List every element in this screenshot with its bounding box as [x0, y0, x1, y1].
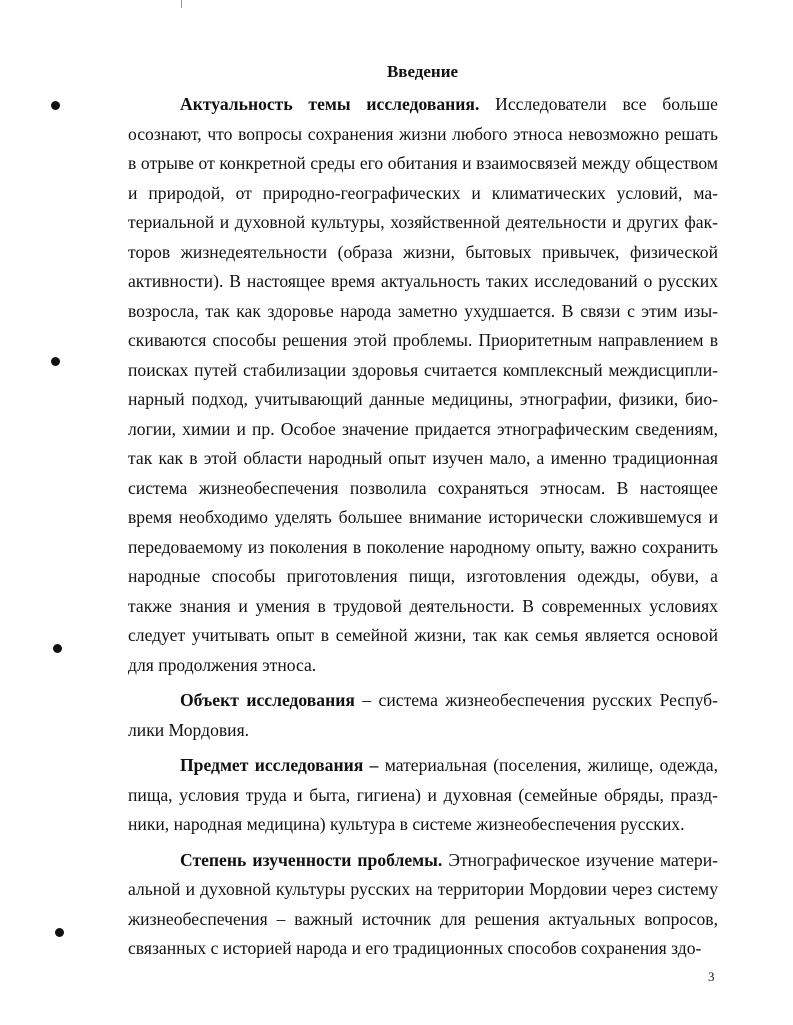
- scan-mark: [181, 0, 182, 8]
- page-title: Введение: [386, 62, 459, 81]
- paragraph-subject: [128, 751, 718, 840]
- paragraph-study-degree: [128, 846, 718, 964]
- page-number: 3: [708, 969, 715, 984]
- paragraph-text: материальная (поселения, жилище, одежда, пища, условия труда и быта, гигиена) и духовная (семейные обряды, праздники, народная медицина) культура в системе жизнеобеспечения русских.: [128, 755, 718, 834]
- punch-hole-mark: [51, 101, 60, 110]
- paragraph-relevance: [128, 90, 718, 680]
- paragraph-lead: Степень изученности проблемы.: [180, 849, 443, 870]
- paragraph-text: – система жизнеобеспечения русских Республики Мордовия.: [128, 690, 718, 740]
- paragraph-lead: Объект исследования: [180, 690, 355, 710]
- document-body: [128, 90, 718, 964]
- paragraph-lead: Актуальность темы исследования.: [180, 94, 480, 114]
- paragraph-text: Этнографическое изучение материальной и духовной культуры русских на территории Мордовии через систему жизнеобеспечения – важный источник для решения актуальных вопросов, связанных с историей народа и его традиционных способов сохранения здо-: [128, 849, 718, 958]
- paragraph-lead: Предмет исследования –: [180, 755, 379, 775]
- paragraph-object: [128, 686, 718, 745]
- punch-hole-mark: [51, 357, 60, 366]
- punch-hole-mark: [55, 928, 64, 937]
- paragraph-text: Исследователи все больше осознают, что вопросы сохранения жизни любого этноса невозможно решать в отрыве от конкретной среды его обитания и взаимосвязей между обществом и природой, от природно-географических и климатических условий, материальной и духовной культуры, хозяйственной деятельности и других факторов жизнедеятельности (образа жизни, бытовых привычек, физической активности). В настоящее время актуальность таких исследований о русских возросла, так как здоровье народа заметно ухудшается. В связи с этим изыскиваются способы решения этой проблемы. Приоритетным направлением в поисках путей стабилизации здоровья считается комплексный междисциплинарный подход, учитывающий данные медицины, этнографии, физики, биологии, химии и пр. Особое значение придается этнографическим сведениям, так как в этой области народный опыт изучен мало, а именно традиционная система жизнеобеспечения позволила сохраняться этносам. В настоящее время необходимо уделять большее внимание исторически сложившемуся и передоваемому из поколения в поколение народному опыту, важно сохранить народные способы приготовления пищи, изготовления одежды, обуви, а также знания и умения в трудовой деятельности. В современных условиях следует учитывать опыт в семейной жизни, так как семья является основой для продолжения этноса.: [128, 94, 718, 675]
- punch-hole-mark: [53, 644, 62, 653]
